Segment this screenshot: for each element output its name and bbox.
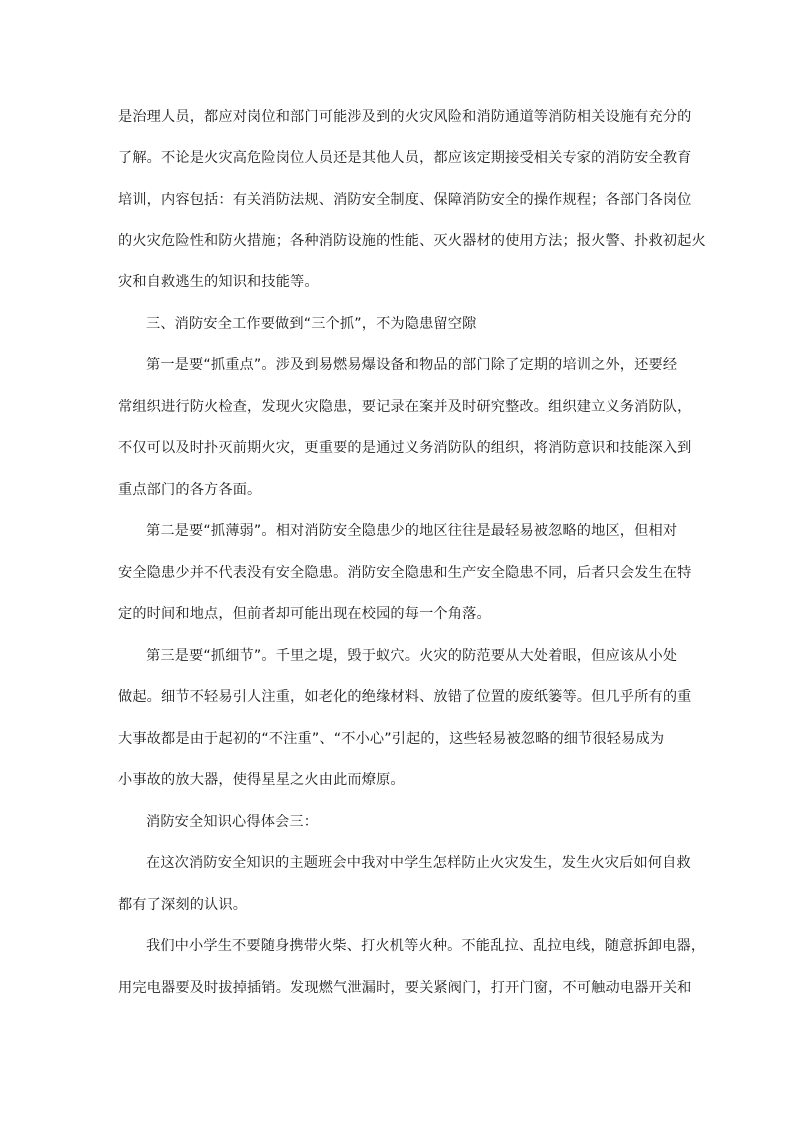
- section-heading: 消防安全知识心得体会三：: [146, 814, 319, 830]
- text-line: 培训，内容包括：有关消防法规、消防安全制度、保障消防安全的操作规程；各部门各岗位: [118, 192, 692, 208]
- text-line: 第一是要“抓重点”。涉及到易燃易爆设备和物品的部门除了定期的培训之外，还要经: [146, 357, 678, 373]
- text-line: 了解。不论是火灾高危险岗位人员还是其他人员，都应该定期接受相关专家的消防安全教育: [118, 150, 692, 166]
- text-line: 定的时间和地点，但前者却可能出现在校园的每一个角落。: [118, 606, 491, 622]
- text-line: 我们中小学生不要随身携带火柴、打火机等火种。不能乱拉、乱拉电线，随意拆卸电器，: [146, 938, 706, 954]
- text-line: 小事故的放大器，使得星星之火由此而燎原。: [118, 772, 405, 788]
- text-line: 灾和自救逃生的知识和技能等。: [118, 274, 319, 290]
- text-line: 用完电器要及时拔掉插销。发现燃气泄漏时，要关紧阀门，打开门窗，不可触动电器开关和: [118, 980, 692, 996]
- text-line: 第二是要“抓薄弱”。相对消防安全隐患少的地区往往是最轻易被忽略的地区，但相对: [146, 523, 678, 539]
- text-line: 常组织进行防火检查，发现火灾隐患，要记录在案并及时研究整改。组织建立义务消防队，: [118, 399, 692, 415]
- text-line: 做起。细节不轻易引人注重，如老化的绝缘材料、放错了位置的废纸篓等。但几乎所有的重: [118, 689, 692, 705]
- text-line: 不仅可以及时扑灭前期火灾，更重要的是通过义务消防队的组织，将消防意识和技能深入到: [118, 440, 692, 456]
- section-heading: 三、消防安全工作要做到“三个抓”，不为隐患留空隙: [146, 316, 477, 332]
- text-line: 大事故都是由于起初的“不注重”、“不小心”引起的，这些轻易被忽略的细节很轻易成为: [118, 731, 665, 747]
- text-line: 的火灾危险性和防火措施；各种消防设施的性能、灭火器材的使用方法；报火警、扑救初起火: [118, 233, 706, 249]
- text-line: 安全隐患少并不代表没有安全隐患。消防安全隐患和生产安全隐患不同，后者只会发生在特: [118, 565, 692, 581]
- text-line: 重点部门的各方各面。: [118, 482, 262, 498]
- text-line: 第三是要“抓细节”。千里之堤，毁于蚁穴。火灾的防范要从大处着眼，但应该从小处: [146, 648, 678, 664]
- text-line: 都有了深刻的认识。: [118, 897, 248, 913]
- text-line: 是治理人员，都应对岗位和部门可能涉及到的火灾风险和消防通道等消防相关设施有充分的: [118, 109, 692, 125]
- text-line: 在这次消防安全知识的主题班会中我对中学生怎样防止火灾发生，发生火灾后如何自救: [146, 855, 691, 871]
